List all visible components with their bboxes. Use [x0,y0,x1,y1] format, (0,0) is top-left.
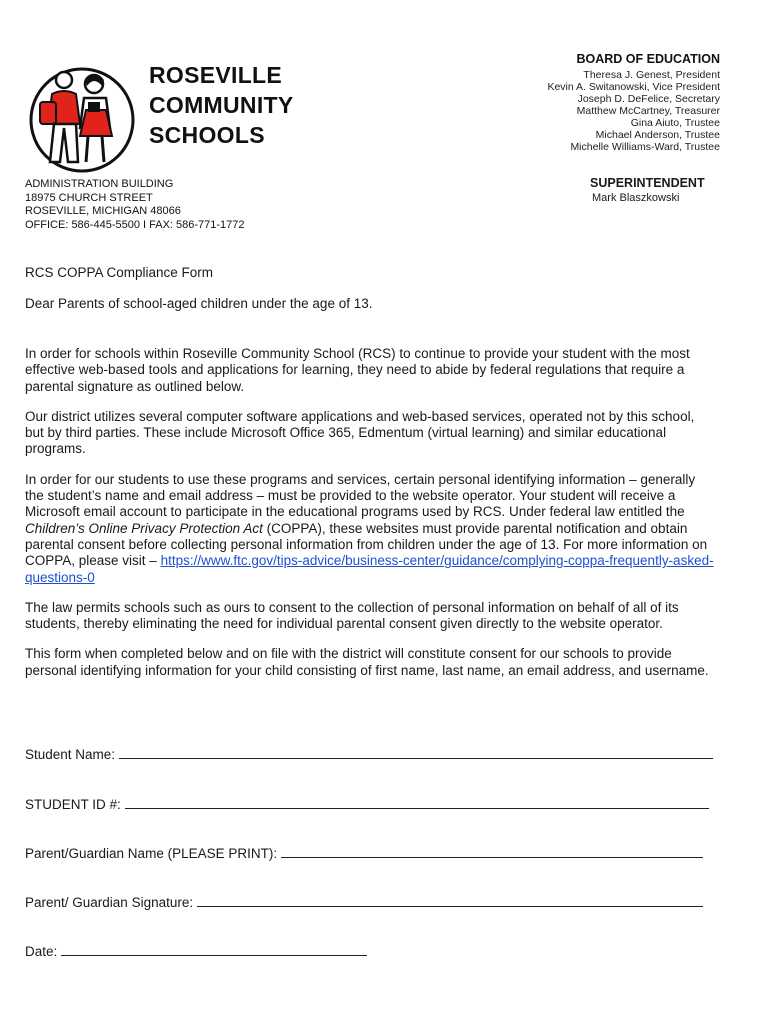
superintendent-name: Mark Blaszkowski [592,192,680,204]
student-id-field [25,796,709,812]
coppa-faq-link[interactable]: https://www.ftc.gov/tips-advice/business-center/guidance/complying-coppa-frequently-asked-questions-0 [25,553,714,585]
act-name: Children’s Online Privacy Protection Act [25,520,263,536]
district-name-line: SCHOOLS [149,122,265,148]
guardian-signature-input-line[interactable] [197,894,703,907]
paragraph: The law permits schools such as ours to consent to the collection of personal information on behalf of all of its students, thereby eliminating the need for individual parental consent given directly to the website operator. [25,599,679,632]
board-member: Michelle Williams-Ward, Trustee [570,141,720,153]
district-name-line: COMMUNITY [149,92,294,118]
paragraph-text: (COPPA), these websites must provide parental notification and obtain parental consent before collecting personal information from children under the age of 13. For more information on COPPA, please visit – [25,520,708,569]
board-title: BOARD OF EDUCATION [576,52,720,66]
board-of-education [547,52,720,153]
guardian-name-field [25,845,703,861]
paragraph-text: In order for our students to use these programs and services, certain personal identifying information – generally the student’s name and email address – must be provided to the website operator. Your student will receive a Microsoft email account to participate in the educational programs used by RCS. Under federal law entitled the [25,471,696,520]
salutation: Dear Parents of school-aged children under the age of 13. [25,296,373,311]
date-field [25,943,367,959]
address-line: ROSEVILLE, MICHIGAN 48066 [25,205,181,217]
paragraph [25,472,715,586]
board-member: Theresa J. Genest, President [583,69,720,81]
date-input-line[interactable] [61,943,367,956]
administration-address [25,178,245,232]
guardian-signature-label: Parent/ Guardian Signature: [25,895,194,910]
board-member: Kevin A. Switanowski, Vice President [547,81,720,93]
superintendent [590,176,705,204]
student-name-input-line[interactable] [119,746,713,759]
superintendent-title: SUPERINTENDENT [590,176,705,190]
address-line: 18975 CHURCH STREET [25,191,153,204]
guardian-name-label: Parent/Guardian Name (PLEASE PRINT): [25,846,278,861]
board-member: Gina Aiuto, Trustee [630,117,720,129]
board-member: Joseph D. DeFelice, Secretary [577,93,720,105]
form-title: RCS COPPA Compliance Form [25,265,214,280]
student-name-field [25,746,713,762]
contact-line: OFFICE: 586-445-5500 I FAX: 586-771-1772 [25,218,245,231]
form-body [25,346,715,693]
paragraph: Our district utilizes several computer software applications and web-based services, operated not by this school, but by third parties. These include Microsoft Office 365, Edmentum (virtual learning) and similar educational programs. [25,408,695,457]
student-id-input-line[interactable] [125,796,709,809]
guardian-name-input-line[interactable] [281,845,703,858]
student-name-label: Student Name: [25,747,116,762]
paragraph: In order for schools within Roseville Community School (RCS) to continue to provide your student with the most effective web-based tools and applications for learning, they need to abide by federal regulations that require a parental signature as outlined below. [25,346,690,394]
guardian-signature-field [25,894,703,910]
date-label: Date: [25,944,58,959]
board-member: Michael Anderson, Trustee [595,129,720,141]
board-member: Matthew McCartney, Treasurer [576,105,720,117]
paragraph: This form when completed below and on file with the district will constitute consent for our schools to provide personal identifying information for your child consisting of first name, last name, an email address, and username. [25,646,709,678]
student-id-label: STUDENT ID #: [25,797,121,812]
district-name [149,60,294,150]
address-line: ADMINISTRATION BUILDING [25,178,174,190]
district-logo [26,66,138,174]
district-name-line: ROSEVILLE [149,62,283,88]
